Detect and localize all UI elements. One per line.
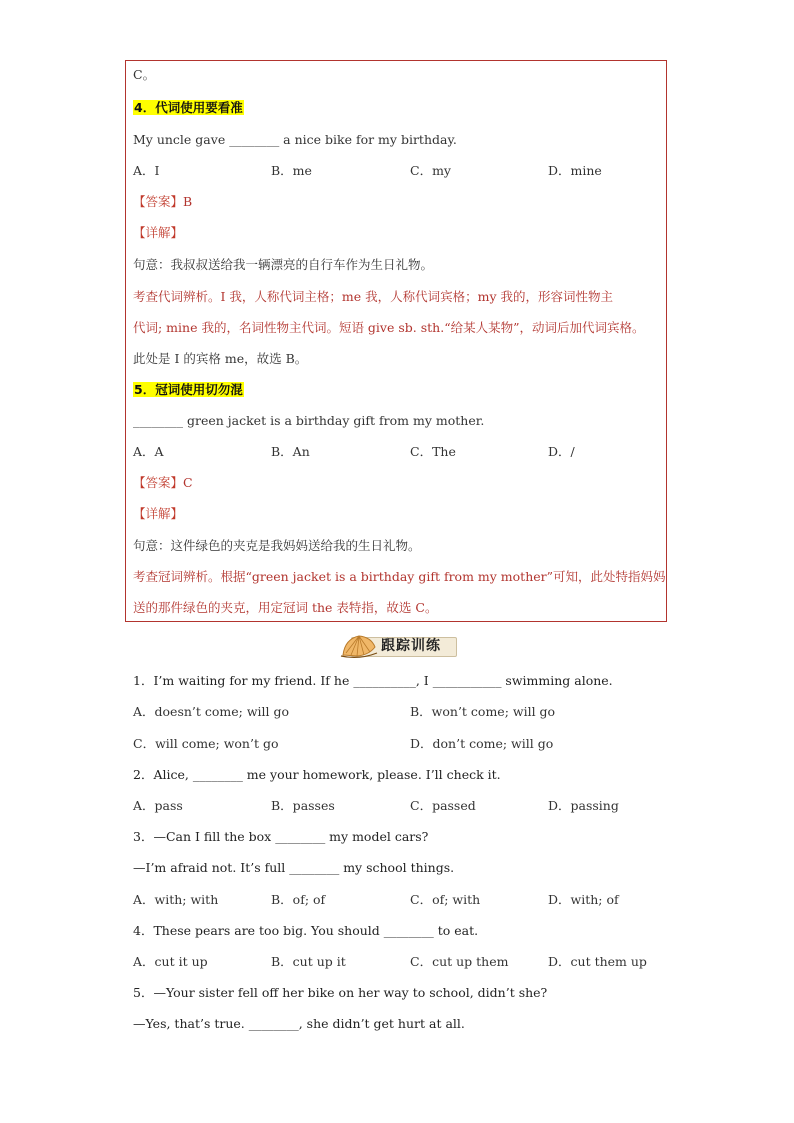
question-3-stem: 3．—Can I fill the box ________ my model cars? <box>133 829 429 844</box>
item5-analysis-1: 考查冠词辨析。根据“green jacket is a birthday gift from my mother”可知，此处特指妈妈 <box>133 569 666 584</box>
item5-detail-label <box>133 505 183 523</box>
question-3-option-d: D．with; of <box>548 892 619 907</box>
question-5-stem: 5．—Your sister fell off her bike on her way to school, didn’t she? <box>133 985 548 1000</box>
item4-option-c: C．my <box>410 163 451 178</box>
item4-option-a: A．I <box>133 163 160 178</box>
item4-option-b: B．me <box>271 163 312 178</box>
shell-icon <box>339 633 379 659</box>
question-1-option-c: C．will come; won’t go <box>133 736 279 751</box>
item5-answer-value: C <box>183 475 193 490</box>
item5-question: ________ green jacket is a birthday gift from my mother. <box>133 413 485 428</box>
item5-answer-label: 【答案】 <box>133 475 184 490</box>
item4-title-text: 4．代词使用要看准 <box>134 100 243 115</box>
item5-meaning: 句意：这件绿色的夹克是我妈妈送给我的生日礼物。 <box>133 538 421 553</box>
item4-meaning: 句意：我叔叔送给我一辆漂亮的自行车作为生日礼物。 <box>133 257 434 272</box>
section-banner <box>339 633 457 659</box>
question-3-option-b: B．of; of <box>271 892 326 907</box>
question-2-option-c: C．passed <box>410 798 476 813</box>
item4-question: My uncle gave ________ a nice bike for my birthday. <box>133 132 457 147</box>
question-4-stem: 4．These pears are too big. You should ________ to eat. <box>133 923 479 938</box>
item4-answer-label: 【答案】 <box>133 194 184 209</box>
question-4-option-a: A．cut it up <box>133 954 208 969</box>
item5-detail-label-text: 【详解】 <box>133 506 184 521</box>
question-4-option-b: B．cut up it <box>271 954 346 969</box>
item5-title <box>133 381 244 399</box>
question-1-option-a: A．doesn’t come; will go <box>133 704 290 719</box>
question-5-stem-2: —Yes, that’s true. ________, she didn’t get hurt at all. <box>133 1016 465 1031</box>
question-1-option-b: B．won’t come; will go <box>410 704 556 719</box>
question-3-stem-2: —I’m afraid not. It’s full ________ my school things. <box>133 860 455 875</box>
item4-answer-value: B <box>183 194 193 209</box>
question-2-option-b: B．passes <box>271 798 335 813</box>
question-1-option-d: D．don’t come; will go <box>410 736 554 751</box>
question-1-stem: 1．I’m waiting for my friend. If he __________, I ___________ swimming alone. <box>133 673 613 688</box>
item4-answer <box>133 193 192 211</box>
item4-option-d: D．mine <box>548 163 602 178</box>
item4-detail-label <box>133 224 183 242</box>
question-3-option-c: C．of; with <box>410 892 481 907</box>
question-2-option-a: A．pass <box>133 798 183 813</box>
item5-analysis-2: 送的那件绿色的夹克，用定冠词 the 表特指，故选 C。 <box>133 600 438 615</box>
section-title: 跟踪训练 <box>381 638 441 654</box>
box-continuation: C。 <box>133 67 156 82</box>
item4-analysis-2: 代词; mine 我的，名词性物主代词。短语 give sb. sth.“给某人某物”，动词后加代词宾格。 <box>133 320 645 335</box>
item5-option-c: C．The <box>410 444 456 459</box>
item5-option-b: B．An <box>271 444 310 459</box>
question-4-option-c: C．cut up them <box>410 954 509 969</box>
question-4-option-d: D．cut them up <box>548 954 647 969</box>
item4-analysis-1: 考查代词辨析。I 我，人称代词主格；me 我，人称代词宾格；my 我的，形容词性物主 <box>133 289 614 304</box>
question-2-stem: 2．Alice, ________ me your homework, please. I’ll check it. <box>133 767 501 782</box>
item5-option-d: D．/ <box>548 444 575 459</box>
question-2-option-d: D．passing <box>548 798 619 813</box>
item5-option-a: A．A <box>133 444 164 459</box>
question-3-option-a: A．with; with <box>133 892 219 907</box>
item4-detail-label-text: 【详解】 <box>133 225 184 240</box>
item5-answer <box>133 474 193 492</box>
item4-title <box>133 99 244 117</box>
item5-title-text: 5．冠词使用切勿混 <box>134 382 243 397</box>
item4-analysis-3: 此处是 I 的宾格 me，故选 B。 <box>133 351 308 366</box>
